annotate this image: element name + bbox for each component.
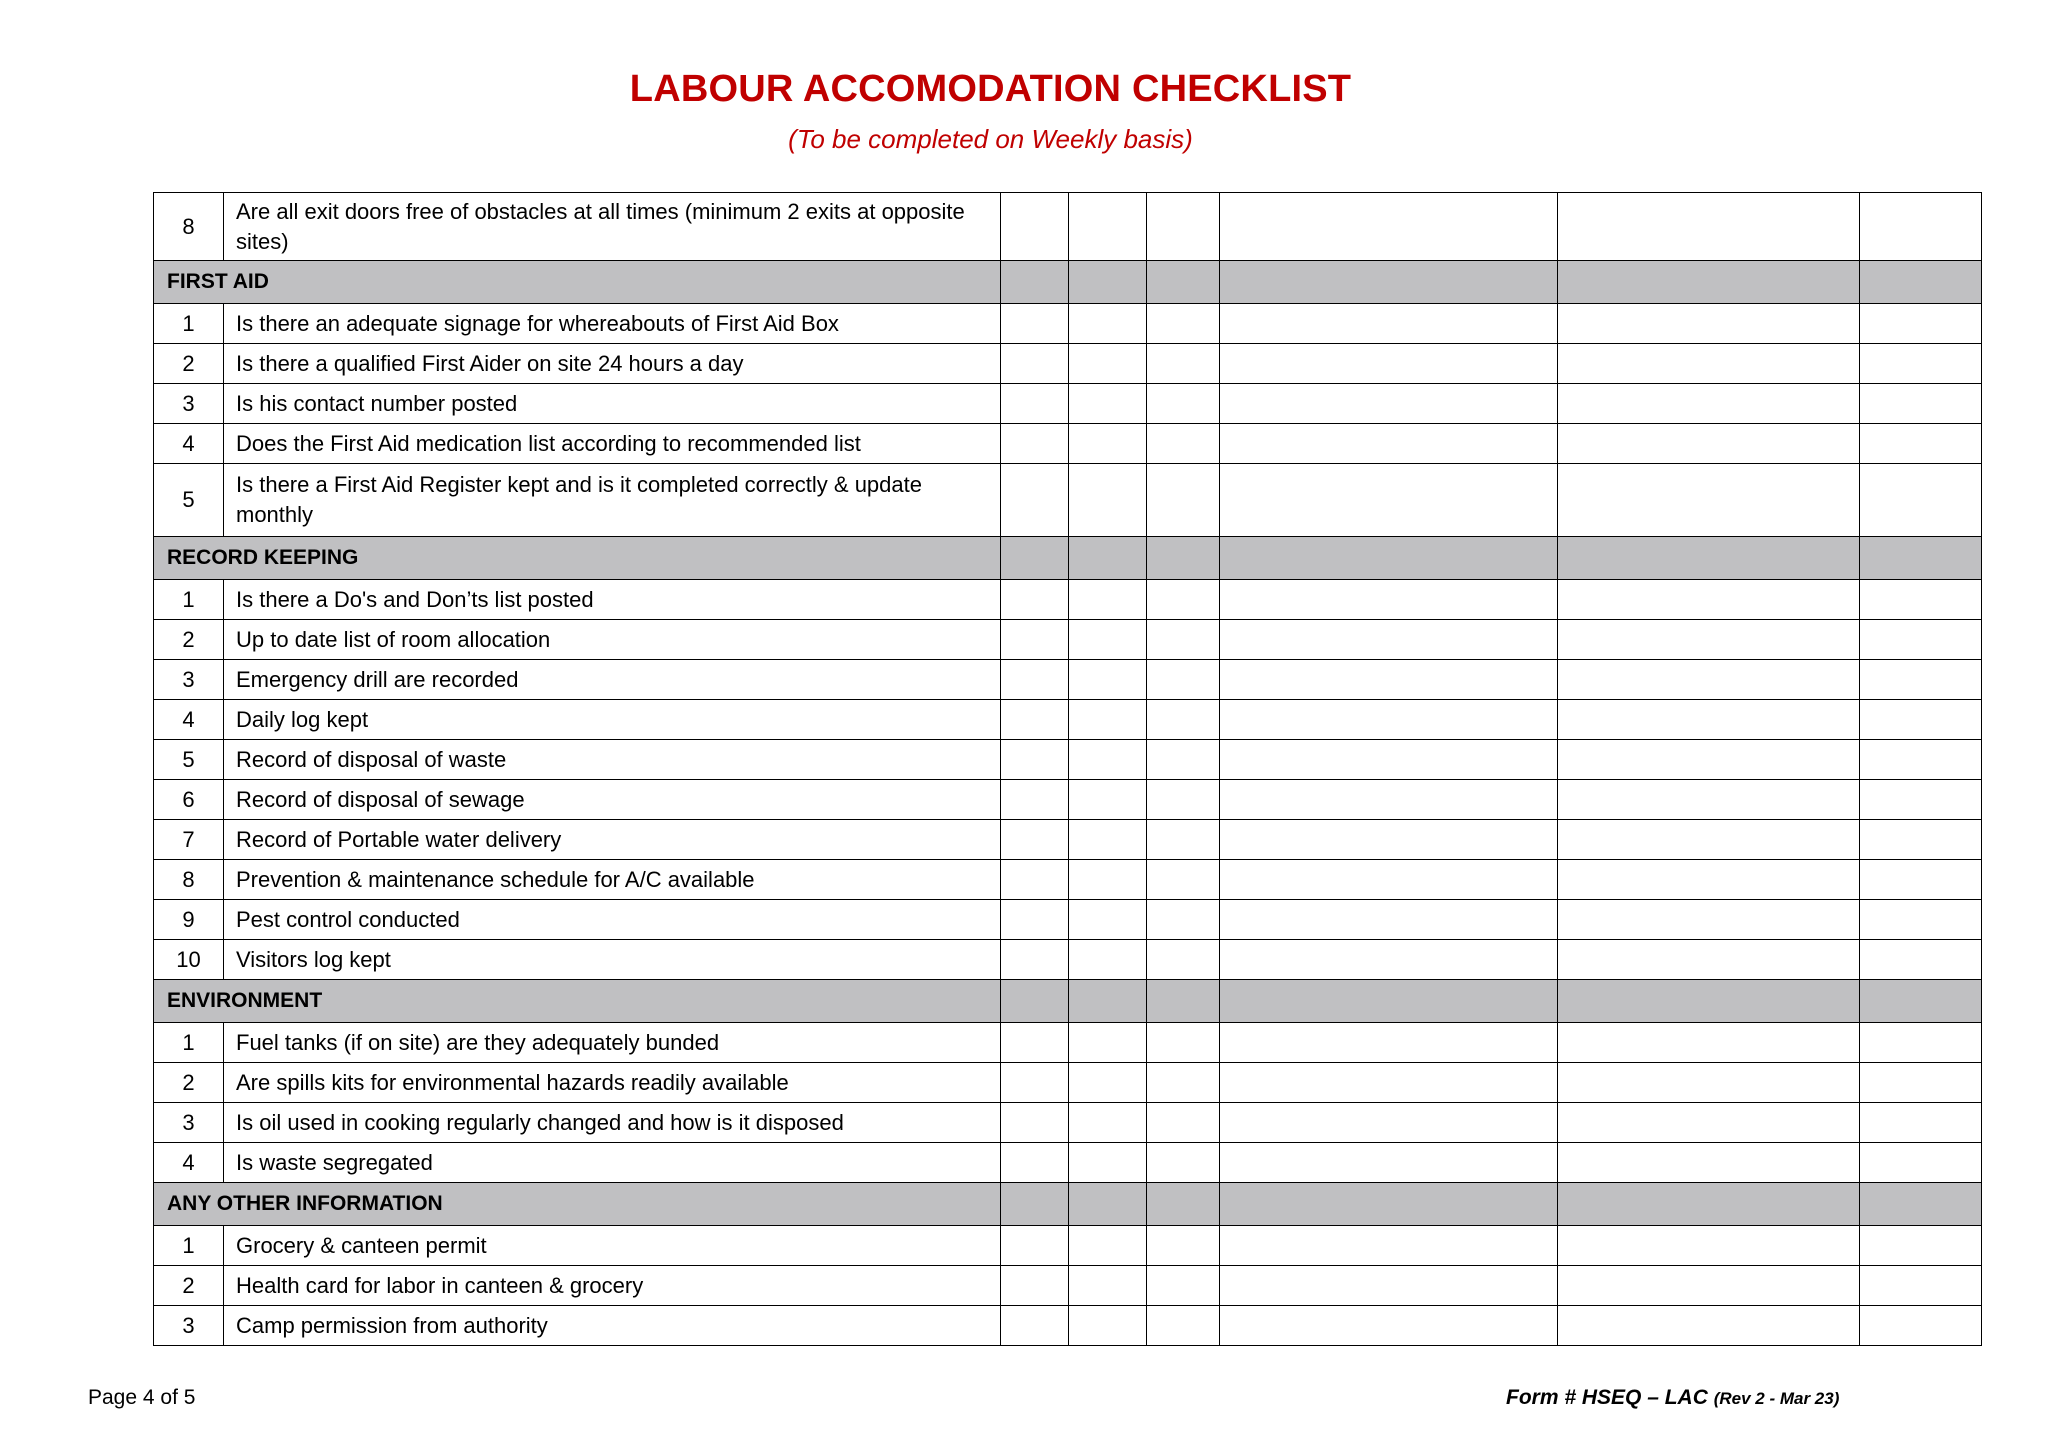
response-cell[interactable]	[1069, 424, 1147, 464]
response-cell[interactable]	[1001, 1266, 1069, 1306]
response-cell[interactable]	[1147, 1306, 1220, 1346]
response-cell[interactable]	[1001, 820, 1069, 860]
response-cell[interactable]	[1069, 660, 1147, 700]
response-cell[interactable]	[1558, 620, 1860, 660]
response-cell[interactable]	[1558, 1103, 1860, 1143]
response-cell[interactable]	[1001, 1306, 1069, 1346]
response-cell[interactable]	[1860, 304, 1982, 344]
response-cell[interactable]	[1147, 940, 1220, 980]
item-number: 5	[154, 464, 224, 537]
response-cell[interactable]	[1147, 344, 1220, 384]
checklist-row	[154, 193, 1982, 261]
item-number: 3	[154, 384, 224, 424]
form-revision: (Rev 2 - Mar 23)	[1713, 1389, 1840, 1408]
section-header-cell	[1069, 1183, 1147, 1226]
response-cell[interactable]	[1069, 620, 1147, 660]
section-title: ENVIRONMENT	[154, 980, 1001, 1023]
section-header-cell	[1001, 980, 1069, 1023]
response-cell[interactable]	[1860, 424, 1982, 464]
response-cell[interactable]	[1220, 1143, 1558, 1183]
item-question: Record of disposal of waste	[224, 740, 1001, 780]
item-number: 6	[154, 780, 224, 820]
response-cell[interactable]	[1001, 1226, 1069, 1266]
response-cell[interactable]	[1147, 740, 1220, 780]
item-question: Up to date list of room allocation	[224, 620, 1001, 660]
response-cell[interactable]	[1001, 580, 1069, 620]
section-header-cell	[1860, 980, 1982, 1023]
response-cell[interactable]	[1558, 1063, 1860, 1103]
item-question: Health card for labor in canteen & grocery	[224, 1266, 1001, 1306]
response-cell[interactable]	[1860, 384, 1982, 424]
item-question: Visitors log kept	[224, 940, 1001, 980]
response-cell[interactable]	[1069, 384, 1147, 424]
item-number: 4	[154, 424, 224, 464]
section-header-cell	[1860, 537, 1982, 580]
response-cell[interactable]	[1860, 780, 1982, 820]
response-cell[interactable]	[1001, 344, 1069, 384]
response-cell[interactable]	[1220, 1023, 1558, 1063]
checklist-row	[154, 344, 1982, 384]
response-cell[interactable]	[1558, 820, 1860, 860]
response-cell[interactable]	[1558, 780, 1860, 820]
response-cell[interactable]	[1147, 1226, 1220, 1266]
item-question: Pest control conducted	[224, 900, 1001, 940]
item-number: 4	[154, 700, 224, 740]
item-number: 1	[154, 304, 224, 344]
item-number: 1	[154, 580, 224, 620]
response-cell[interactable]	[1860, 344, 1982, 384]
response-cell[interactable]	[1147, 820, 1220, 860]
response-cell[interactable]	[1069, 1023, 1147, 1063]
checklist-row	[154, 580, 1982, 620]
response-cell[interactable]	[1558, 860, 1860, 900]
item-number: 2	[154, 1266, 224, 1306]
section-header-cell	[1860, 1183, 1982, 1226]
response-cell[interactable]	[1220, 860, 1558, 900]
response-cell[interactable]	[1860, 860, 1982, 900]
response-cell[interactable]	[1220, 780, 1558, 820]
response-cell[interactable]	[1001, 193, 1069, 261]
response-cell[interactable]	[1220, 424, 1558, 464]
item-number: 3	[154, 1306, 224, 1346]
response-cell[interactable]	[1001, 464, 1069, 537]
item-question: Record of disposal of sewage	[224, 780, 1001, 820]
response-cell[interactable]	[1558, 1023, 1860, 1063]
section-header-cell	[1147, 1183, 1220, 1226]
checklist-table	[153, 192, 1982, 1346]
checklist-row	[154, 940, 1982, 980]
checklist-row	[154, 1023, 1982, 1063]
response-cell[interactable]	[1860, 740, 1982, 780]
response-cell[interactable]	[1220, 384, 1558, 424]
checklist-row	[154, 1143, 1982, 1183]
response-cell[interactable]	[1147, 660, 1220, 700]
checklist-row	[154, 740, 1982, 780]
response-cell[interactable]	[1069, 820, 1147, 860]
response-cell[interactable]	[1220, 660, 1558, 700]
item-question: Prevention & maintenance schedule for A/C available	[224, 860, 1001, 900]
item-number: 8	[154, 193, 224, 261]
response-cell[interactable]	[1069, 464, 1147, 537]
section-header-cell	[1558, 1183, 1860, 1226]
response-cell[interactable]	[1860, 1226, 1982, 1266]
section-header-cell	[1001, 537, 1069, 580]
page-number: Page 4 of 5	[88, 1386, 196, 1409]
response-cell[interactable]	[1069, 1306, 1147, 1346]
response-cell[interactable]	[1069, 1143, 1147, 1183]
section-header-row	[154, 980, 1982, 1023]
checklist-row	[154, 1226, 1982, 1266]
response-cell[interactable]	[1558, 1306, 1860, 1346]
response-cell[interactable]	[1001, 780, 1069, 820]
item-question: Does the First Aid medication list according to recommended list	[224, 424, 1001, 464]
response-cell[interactable]	[1069, 1103, 1147, 1143]
response-cell[interactable]	[1069, 193, 1147, 261]
item-number: 2	[154, 1063, 224, 1103]
response-cell[interactable]	[1860, 1103, 1982, 1143]
response-cell[interactable]	[1147, 1023, 1220, 1063]
section-header-cell	[1558, 261, 1860, 304]
checklist-row	[154, 620, 1982, 660]
checklist-row	[154, 1306, 1982, 1346]
response-cell[interactable]	[1069, 344, 1147, 384]
item-question: Is there a Do's and Don’ts list posted	[224, 580, 1001, 620]
item-number: 9	[154, 900, 224, 940]
item-number: 3	[154, 1103, 224, 1143]
response-cell[interactable]	[1558, 344, 1860, 384]
section-header-cell	[1860, 261, 1982, 304]
item-number: 3	[154, 660, 224, 700]
section-header-cell	[1069, 537, 1147, 580]
response-cell[interactable]	[1558, 384, 1860, 424]
response-cell[interactable]	[1220, 1063, 1558, 1103]
response-cell[interactable]	[1001, 1063, 1069, 1103]
response-cell[interactable]	[1860, 700, 1982, 740]
response-cell[interactable]	[1860, 1306, 1982, 1346]
section-header-cell	[1001, 1183, 1069, 1226]
response-cell[interactable]	[1001, 1023, 1069, 1063]
response-cell[interactable]	[1069, 860, 1147, 900]
response-cell[interactable]	[1220, 1103, 1558, 1143]
response-cell[interactable]	[1220, 193, 1558, 261]
item-question: Is there an adequate signage for whereabouts of First Aid Box	[224, 304, 1001, 344]
section-header-cell	[1147, 261, 1220, 304]
response-cell[interactable]	[1220, 1266, 1558, 1306]
response-cell[interactable]	[1860, 1023, 1982, 1063]
response-cell[interactable]	[1558, 1226, 1860, 1266]
response-cell[interactable]	[1558, 700, 1860, 740]
section-title: ANY OTHER INFORMATION	[154, 1183, 1001, 1226]
section-header-row	[154, 537, 1982, 580]
response-cell[interactable]	[1147, 1143, 1220, 1183]
item-question: Is there a First Aid Register kept and is it completed correctly & update monthly	[224, 464, 1001, 537]
item-question: Is oil used in cooking regularly changed and how is it disposed	[224, 1103, 1001, 1143]
response-cell[interactable]	[1220, 1226, 1558, 1266]
response-cell[interactable]	[1069, 700, 1147, 740]
response-cell[interactable]	[1001, 384, 1069, 424]
response-cell[interactable]	[1001, 700, 1069, 740]
item-number: 7	[154, 820, 224, 860]
section-title: RECORD KEEPING	[154, 537, 1001, 580]
response-cell[interactable]	[1147, 900, 1220, 940]
response-cell[interactable]	[1860, 940, 1982, 980]
response-cell[interactable]	[1558, 900, 1860, 940]
section-header-row	[154, 1183, 1982, 1226]
checklist-row	[154, 820, 1982, 860]
response-cell[interactable]	[1147, 700, 1220, 740]
section-header-row	[154, 261, 1982, 304]
response-cell[interactable]	[1069, 900, 1147, 940]
response-cell[interactable]	[1860, 900, 1982, 940]
item-question: Is his contact number posted	[224, 384, 1001, 424]
response-cell[interactable]	[1147, 1266, 1220, 1306]
checklist-row	[154, 660, 1982, 700]
section-header-cell	[1220, 1183, 1558, 1226]
response-cell[interactable]	[1069, 780, 1147, 820]
response-cell[interactable]	[1558, 464, 1860, 537]
item-number: 2	[154, 344, 224, 384]
item-question: Grocery & canteen permit	[224, 1226, 1001, 1266]
checklist-row	[154, 384, 1982, 424]
form-reference	[1506, 1386, 1839, 1410]
response-cell[interactable]	[1860, 193, 1982, 261]
response-cell[interactable]	[1001, 1143, 1069, 1183]
item-question: Are spills kits for environmental hazards readily available	[224, 1063, 1001, 1103]
item-question: Emergency drill are recorded	[224, 660, 1001, 700]
section-header-cell	[1069, 261, 1147, 304]
response-cell[interactable]	[1860, 1143, 1982, 1183]
document-subtitle: (To be completed on Weekly basis)	[788, 124, 1193, 154]
checklist-row	[154, 1103, 1982, 1143]
response-cell[interactable]	[1558, 1266, 1860, 1306]
section-header-cell	[1558, 537, 1860, 580]
response-cell[interactable]	[1001, 860, 1069, 900]
checklist-row	[154, 1063, 1982, 1103]
response-cell[interactable]	[1220, 344, 1558, 384]
response-cell[interactable]	[1558, 1143, 1860, 1183]
item-question: Is waste segregated	[224, 1143, 1001, 1183]
section-header-cell	[1220, 537, 1558, 580]
checklist-row	[154, 1266, 1982, 1306]
section-header-cell	[1558, 980, 1860, 1023]
item-number: 5	[154, 740, 224, 780]
section-header-cell	[1220, 980, 1558, 1023]
response-cell[interactable]	[1147, 580, 1220, 620]
response-cell[interactable]	[1001, 740, 1069, 780]
response-cell[interactable]	[1001, 424, 1069, 464]
response-cell[interactable]	[1860, 660, 1982, 700]
response-cell[interactable]	[1558, 740, 1860, 780]
response-cell[interactable]	[1558, 304, 1860, 344]
response-cell[interactable]	[1069, 1063, 1147, 1103]
item-number: 1	[154, 1226, 224, 1266]
response-cell[interactable]	[1147, 424, 1220, 464]
response-cell[interactable]	[1220, 700, 1558, 740]
response-cell[interactable]	[1147, 464, 1220, 537]
response-cell[interactable]	[1558, 424, 1860, 464]
response-cell[interactable]	[1860, 620, 1982, 660]
response-cell[interactable]	[1220, 464, 1558, 537]
response-cell[interactable]	[1220, 940, 1558, 980]
response-cell[interactable]	[1069, 304, 1147, 344]
response-cell[interactable]	[1860, 1063, 1982, 1103]
response-cell[interactable]	[1147, 860, 1220, 900]
response-cell[interactable]	[1220, 304, 1558, 344]
response-cell[interactable]	[1069, 1226, 1147, 1266]
response-cell[interactable]	[1069, 740, 1147, 780]
checklist-row	[154, 424, 1982, 464]
section-header-cell	[1001, 261, 1069, 304]
section-header-cell	[1069, 980, 1147, 1023]
checklist-row	[154, 860, 1982, 900]
item-number: 1	[154, 1023, 224, 1063]
response-cell[interactable]	[1001, 1103, 1069, 1143]
item-question: Record of Portable water delivery	[224, 820, 1001, 860]
response-cell[interactable]	[1147, 620, 1220, 660]
item-question: Are all exit doors free of obstacles at all times (minimum 2 exits at opposite sites)	[224, 193, 1001, 261]
checklist-row	[154, 780, 1982, 820]
response-cell[interactable]	[1001, 304, 1069, 344]
checklist-row	[154, 900, 1982, 940]
item-question: Camp permission from authority	[224, 1306, 1001, 1346]
response-cell[interactable]	[1001, 900, 1069, 940]
response-cell[interactable]	[1558, 580, 1860, 620]
response-cell[interactable]	[1558, 940, 1860, 980]
response-cell[interactable]	[1001, 620, 1069, 660]
checklist-row	[154, 700, 1982, 740]
response-cell[interactable]	[1220, 900, 1558, 940]
checklist-row	[154, 464, 1982, 537]
response-cell[interactable]	[1220, 820, 1558, 860]
item-question: Fuel tanks (if on site) are they adequately bunded	[224, 1023, 1001, 1063]
response-cell[interactable]	[1001, 940, 1069, 980]
response-cell[interactable]	[1147, 1103, 1220, 1143]
response-cell[interactable]	[1220, 580, 1558, 620]
section-header-cell	[1220, 261, 1558, 304]
response-cell[interactable]	[1147, 304, 1220, 344]
item-number: 8	[154, 860, 224, 900]
response-cell[interactable]	[1069, 580, 1147, 620]
item-question: Daily log kept	[224, 700, 1001, 740]
checklist-row	[154, 304, 1982, 344]
response-cell[interactable]	[1860, 580, 1982, 620]
response-cell[interactable]	[1147, 384, 1220, 424]
response-cell[interactable]	[1069, 940, 1147, 980]
item-question: Is there a qualified First Aider on site 24 hours a day	[224, 344, 1001, 384]
form-number: Form # HSEQ – LAC	[1506, 1386, 1708, 1409]
response-cell[interactable]	[1220, 1306, 1558, 1346]
response-cell[interactable]	[1860, 464, 1982, 537]
response-cell[interactable]	[1558, 660, 1860, 700]
response-cell[interactable]	[1860, 820, 1982, 860]
section-header-cell	[1147, 980, 1220, 1023]
response-cell[interactable]	[1860, 1266, 1982, 1306]
response-cell[interactable]	[1220, 740, 1558, 780]
response-cell[interactable]	[1147, 780, 1220, 820]
response-cell[interactable]	[1558, 193, 1860, 261]
response-cell[interactable]	[1220, 620, 1558, 660]
response-cell[interactable]	[1147, 193, 1220, 261]
response-cell[interactable]	[1147, 1063, 1220, 1103]
item-number: 4	[154, 1143, 224, 1183]
response-cell[interactable]	[1001, 660, 1069, 700]
section-title: FIRST AID	[154, 261, 1001, 304]
item-number: 2	[154, 620, 224, 660]
section-header-cell	[1147, 537, 1220, 580]
response-cell[interactable]	[1069, 1266, 1147, 1306]
item-number: 10	[154, 940, 224, 980]
document-title: LABOUR ACCOMODATION CHECKLIST	[629, 68, 1352, 110]
